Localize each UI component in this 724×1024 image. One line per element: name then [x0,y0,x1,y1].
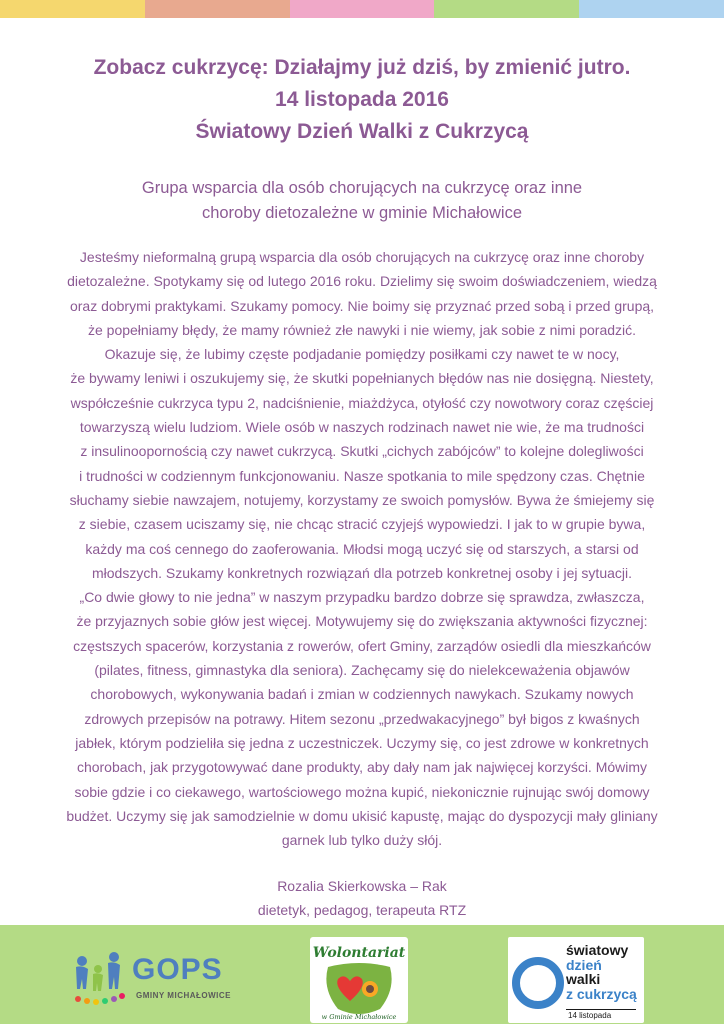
wdwc-line-4: z cukrzycą [566,985,637,1002]
gops-name: GOPS [132,953,223,986]
top-bar-salmon [145,0,290,18]
wolontariat-subtitle: w Gminie Michałowice [321,1013,397,1021]
body-line: słuchamy siebie nawzajem, notujemy, korzystamy ze swoich pomysłów. Bywa że śmiejemy się [69,491,655,508]
body-line: że popełniamy błędy, że mamy również złe nawyki i nie wiemy, jak sobie z nimi poradzić. [87,321,637,338]
body-line: częstszych spacerów, korzystania z rowerów, ofert Gminy, zarządów osiedli dla mieszkańców [73,637,651,654]
body-line: z insulinoopornością czy nawet cukrzycą. Skutki „cichych zabójców” to kolejne dolegliwości [80,443,644,460]
gops-logo [70,947,240,1007]
body-line: dietozależne. Spotykamy się od lutego 2016 roku. Dzielimy się swoim doświadczeniem, wiedzą [67,273,657,290]
body-line: oraz dobrymi praktykami. Szukamy pomocy. Nie boimy się przyznać przed sobą i przed grupą, [69,297,655,314]
top-bar-green [434,0,579,18]
gops-subtitle: GMINY MICHAŁOWICE [136,991,232,1000]
top-color-bar [0,0,724,18]
author-name: Rozalia Skierkowska – Rak [277,878,447,894]
top-bar-pink [290,0,435,18]
wolontariat-logo [310,937,408,1023]
top-bar-yellow [0,0,145,18]
page-title [0,52,724,148]
title-event: Światowy Dzień Walki z Cukrzycą [195,120,529,143]
body-line: i trudności w codziennym funkcjonowaniu. Nasze spotkania to mile spędzony czas. Chętnie [79,467,645,484]
wolontariat-heart-leaf-icon [310,937,408,1023]
wdwc-divider [566,1009,636,1010]
body-line: z siebie, czasem uciszamy się, nie chcąc stracić czyjejś wypowiedzi. I jak to w grupie bywa, [78,516,646,533]
body-line: współcześnie cukrzyca typu 2, nadciśnienie, miażdżyca, otyłość czy nowotwory coraz częściej [70,394,654,411]
wdwc-date: 14 listopada [568,1011,612,1020]
wdwc-line-2: dzień [566,956,602,973]
body-line: towarzyszą wielu ludziom. Wiele osób w naszych rodzinach nawet nie wie, że ma trudności [79,419,645,436]
author-role: dietetyk, pedagog, terapeuta RTZ [257,902,467,918]
subtitle-line-2: choroby dietozależne w gminie Michałowice [201,204,523,222]
body-line: Jesteśmy nieformalną grupą wsparcia dla osób chorujących na cukrzycę oraz inne choroby [79,249,645,265]
body-line: zdrowych przepisów na potrawy. Hitem sezonu „przedwakacyjnego” był bigos z kwaśnych [84,710,640,727]
wolontariat-title: Wolontariat [312,945,406,961]
wdwc-line-3: walki [566,971,601,987]
body-line: (pilates, fitness, gimnastyka dla seniora). Zachęcamy się do nielekceważenia objawów [94,662,630,679]
body-line: że bywamy leniwi i oszukujemy się, że skutki popełnianych błędów nas nie dosięgną. Niestety, [70,370,654,387]
body-line: garnek lub tylko duży słój. [281,832,443,849]
body-line: młodszych. Szukamy konkretnych rozwiązań dla potrzeb konkretnej osoby i jej sytuacji. [91,564,633,581]
body-line: budżet. Uczymy się jak samodzielnie w domu ukisić kapustę, mając do dyspozycji mały gliniany [66,807,658,824]
world-diabetes-day-logo [508,937,644,1023]
wdwc-text [566,943,637,1001]
body-line: każdy ma coś cennego do zaoferowania. Młodsi mogą uczyć się od starszych, a starsi od [85,540,639,557]
body-line: Okazuje się, że lubimy częste podjadanie pomiędzy posiłkami czy nawet te w nocy, [104,346,620,363]
title-date: 14 listopada 2016 [275,88,449,111]
body-line: „Co dwie głowy to nie jedna” w naszym przypadku bardzo dobrze się sprawdza, zwłaszcza, [79,589,645,606]
title-slogan: Zobacz cukrzycę: Działajmy już dziś, by zmienić jutro. [93,56,631,79]
body-line: że przyjaznych sobie głów jest więcej. Motywujemy się do zwiększania aktywności fizycznej: [76,613,648,630]
subtitle [80,176,644,226]
family-figures-icon [70,947,128,1007]
footer-logos [0,925,724,1024]
top-bar-blue [579,0,724,18]
body-line: chorobach, jak przygotowywać dane produkty, aby dały nam jak najwięcej korzyści. Mówimy [76,759,648,776]
body-line: sobie gdzie i co ciekawego, wartościowego można kupić, niekonicznie rujnując swój domowy [74,783,650,800]
wdwc-line-1: światowy [566,942,629,958]
author-signature [0,874,724,922]
body-text [22,245,702,852]
body-line: jabłek, którym podzieliła się jedna z uczestniczek. Uczymy się, co jest zdrowe w konkretnych [75,734,649,751]
body-line: chorobowych, wykonywania badań i zmian w codziennych nawykach. Szukamy nowych [90,686,634,703]
blue-circle-icon [508,937,568,1023]
subtitle-line-1: Grupa wsparcia dla osób chorujących na cukrzycę oraz inne [141,179,583,197]
